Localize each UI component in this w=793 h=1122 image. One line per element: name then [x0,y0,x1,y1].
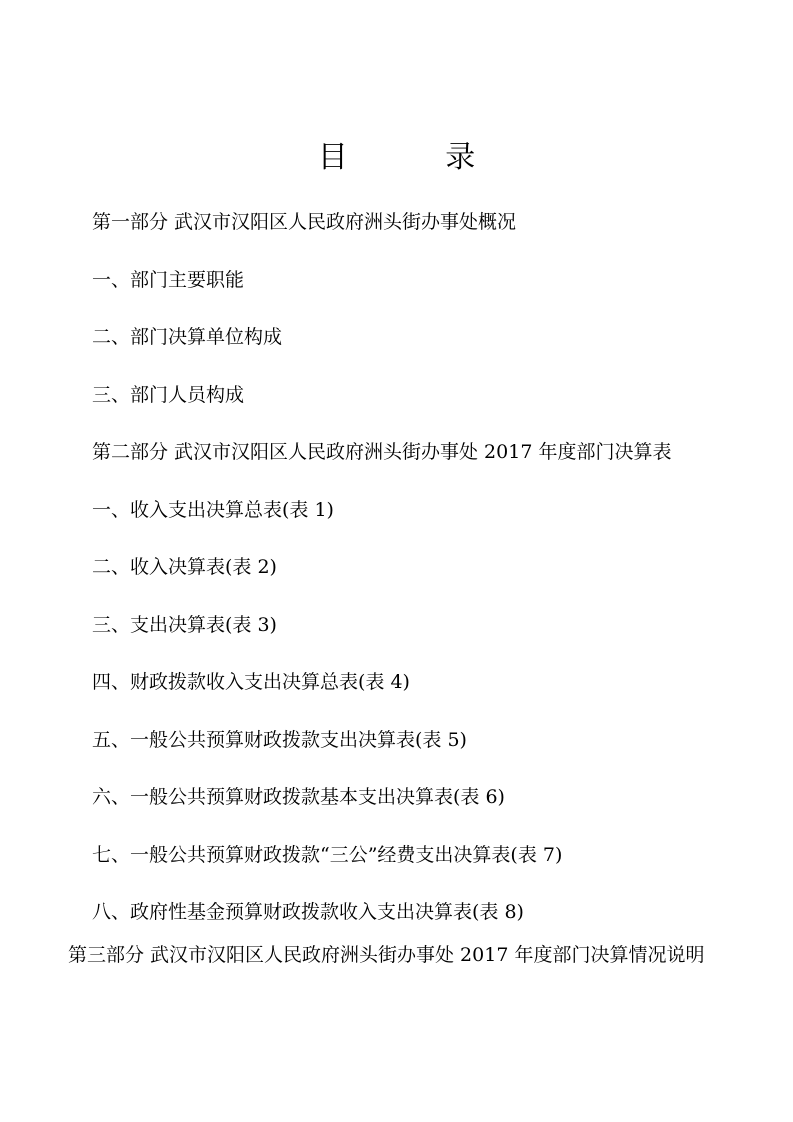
toc-entry[interactable] [92,723,742,781]
toc-entry-title: 五、一般公共预算财政拨款支出决算表(表 5) [92,728,467,751]
toc-entry-part3[interactable] [51,940,741,970]
toc-entry[interactable] [92,435,742,493]
toc-entry[interactable] [92,608,742,666]
toc-entry-title: 一、收入支出决算总表(表 1) [92,498,334,521]
toc-entry[interactable] [92,205,742,263]
toc-entry[interactable] [92,320,742,378]
toc-entry[interactable] [92,378,742,436]
toc-entry-title: 三、部门人员构成 [92,383,245,406]
part-label: 第三部分 [68,944,145,966]
toc-list [92,205,742,953]
toc-entry-title: 六、一般公共预算财政拨款基本支出决算表(表 6) [92,786,505,808]
toc-entry[interactable] [92,263,742,321]
toc-entry-title: 二、部门决算单位构成 [92,326,283,348]
toc-entry-title: 三、支出决算表(表 3) [92,613,277,636]
part-label: 第二部分 [92,441,169,463]
toc-entry[interactable] [92,493,742,551]
toc-entry[interactable] [92,550,742,608]
part-label: 第一部分 [92,211,169,233]
toc-entry-title: 八、政府性基金预算财政拨款收入支出决算表(表 8) [92,901,524,923]
toc-entry[interactable] [92,780,742,838]
toc-entry[interactable] [92,838,742,896]
toc-entry-title: 二、收入决算表(表 2) [92,556,277,578]
toc-entry-title: 武汉市汉阳区人民政府洲头街办事处 2017 年度部门决算表 [174,441,672,463]
toc-entry-title: 武汉市汉阳区人民政府洲头街办事处 2017 年度部门决算情况说明 [150,944,705,966]
page-title: 目 录 [317,140,520,175]
toc-entry[interactable] [92,665,742,723]
toc-entry-title: 一、部门主要职能 [92,268,245,291]
toc-entry-title: 武汉市汉阳区人民政府洲头街办事处概况 [174,211,517,233]
toc-entry-title: 四、财政拨款收入支出决算总表(表 4) [92,671,410,693]
toc-entry-title: 七、一般公共预算财政拨款“三公”经费支出决算表(表 7) [92,843,563,866]
